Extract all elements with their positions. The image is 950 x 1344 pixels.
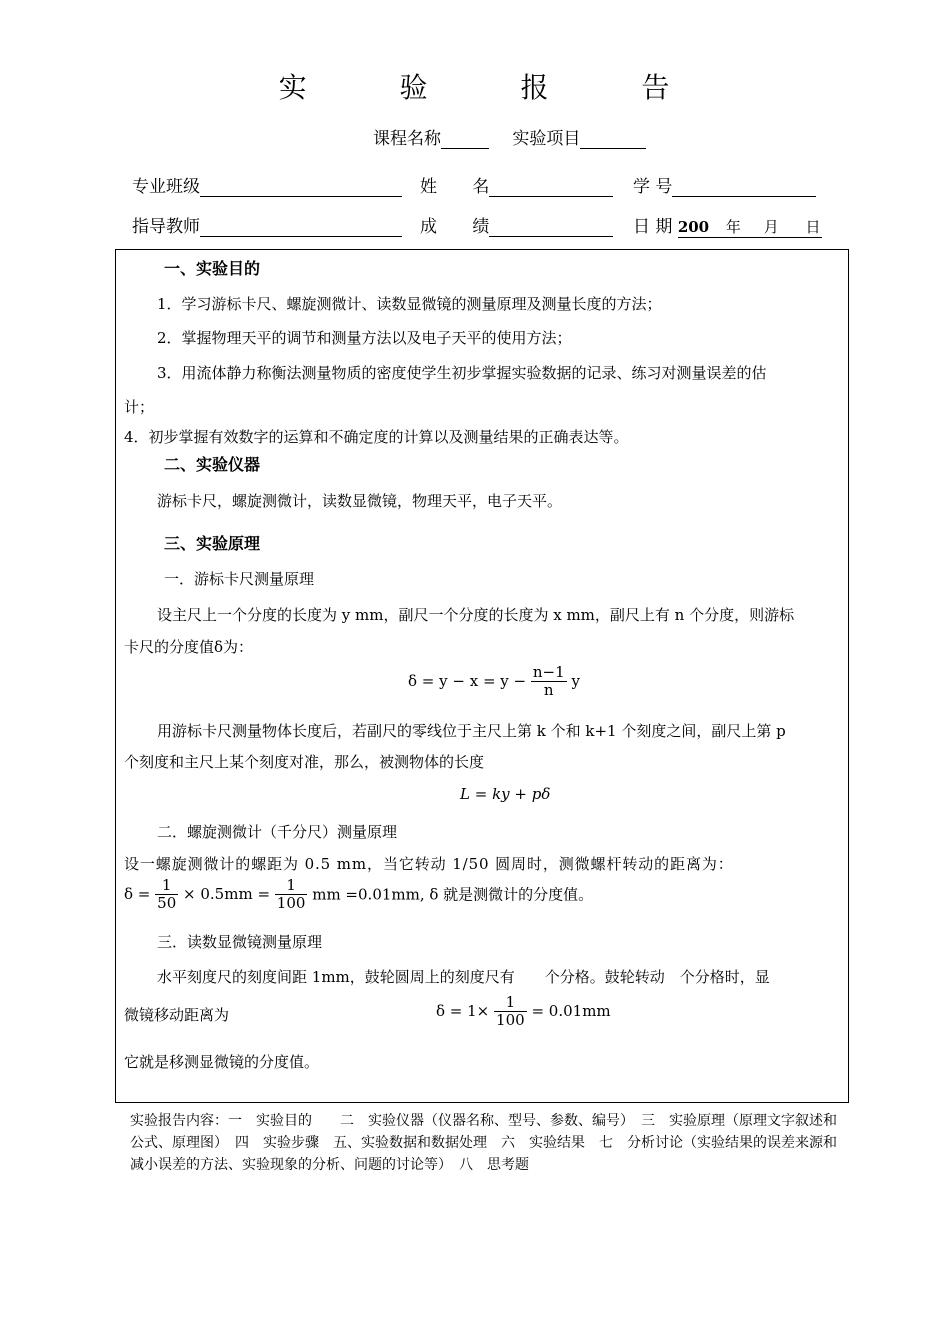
- student-id-blank[interactable]: [672, 178, 816, 197]
- name-field: [420, 172, 613, 197]
- date-day-unit: 日: [805, 218, 821, 236]
- formula-micrometer: [124, 877, 593, 911]
- course-name-label: 课程名称: [373, 129, 441, 149]
- formula1-fraction: [531, 664, 567, 698]
- student-id-field: [633, 172, 816, 197]
- section1-item3-line2: 计；: [124, 398, 155, 416]
- formula1-denominator: n: [543, 680, 554, 699]
- teacher-field: [132, 212, 402, 237]
- sub2-formula-c: mm =0.01mm, δ 就是测微计的分度值。: [312, 885, 594, 904]
- score-field: [420, 212, 613, 237]
- sub2-fraction2-den: 100: [276, 893, 306, 912]
- section1-heading: 一、实验目的: [164, 259, 261, 278]
- project-blank[interactable]: [580, 130, 646, 149]
- major-label: 专业班级: [132, 177, 200, 197]
- sub2-formula-b: × 0.5mm =: [183, 885, 271, 903]
- score-label-1: 成: [420, 217, 437, 237]
- sub2-fraction2-num: 1: [275, 877, 308, 895]
- sub1-p1-line2: 卡尺的分度值δ为：: [124, 638, 254, 656]
- student-id-label: 学 号: [633, 177, 673, 197]
- date-year-unit: 年: [725, 218, 741, 236]
- score-label-2: 绩: [472, 217, 490, 237]
- formula-length: L = ky + pδ: [460, 785, 551, 803]
- sub3-line1: 水平刻度尺的刻度间距 1mm，鼓轮圆周上的刻度尺有 个分格。鼓轮转动 个分格时，显: [157, 968, 770, 986]
- teacher-label: 指导教师: [132, 217, 200, 237]
- date-month-unit: 月: [763, 218, 779, 236]
- date-label: 日 期: [633, 217, 673, 237]
- date-field: [633, 212, 822, 238]
- formula1-numerator: n−1: [532, 663, 565, 681]
- major-blank[interactable]: [200, 178, 402, 197]
- major-field: [132, 172, 402, 197]
- page-title: 实 验 报 告: [278, 71, 712, 104]
- sub3-formula-b: = 0.01mm: [531, 1002, 611, 1020]
- name-label-1: 姓: [420, 177, 437, 197]
- sub1-p1-line1: 设主尺上一个分度的长度为 y mm，副尺一个分度的长度为 x mm，副尺上有 n 个分度，则游标: [157, 606, 795, 624]
- sub2-fraction2: [275, 877, 308, 911]
- sub3-fraction-num: 1: [494, 994, 527, 1012]
- sub2-fraction1: [155, 877, 178, 911]
- sub1-p2-line1: 用游标卡尺测量物体长度后，若副尺的零线位于主尺上第 k 个和 k+1 个刻度之间，副尺上第 p: [157, 722, 786, 740]
- sub2-line1: 设一螺旋测微计的螺距为 0.5 mm，当它转动 1/50 圆周时，测微螺杆转动的距离为：: [124, 855, 734, 873]
- sub3-title: 三．读数显微镜测量原理: [157, 933, 323, 951]
- formula-microscope: [436, 994, 611, 1028]
- course-name-field: [373, 124, 646, 149]
- teacher-blank[interactable]: [200, 218, 402, 237]
- section1-item4: 4．初步掌握有效数字的运算和不确定度的计算以及测量结果的正确表达等。: [124, 428, 629, 446]
- report-contents-note: 实验报告内容：一 实验目的 二 实验仪器（仪器名称、型号、参数、编号） 三 实验原理（原理文字叙述和公式、原理图） 四 实验步骤 五、实验数据和数据处理 六 实验结果 七 分析讨论（实验结果的误差来源和减小误差的方法、实验现象的分析、问题的讨论等） 八 思考题: [130, 1113, 837, 1173]
- sub3-fraction: [494, 994, 527, 1028]
- project-label: 实验项目: [512, 129, 581, 149]
- formula1-right: y: [571, 672, 580, 690]
- score-blank[interactable]: [489, 218, 613, 237]
- section2-content: 游标卡尺，螺旋测微计，读数显微镜，物理天平，电子天平。: [157, 492, 563, 510]
- sub1-p2-line2: 个刻度和主尺上某个刻度对准，那么，被测物体的长度: [124, 753, 485, 771]
- sub2-fraction1-den: 50: [157, 893, 177, 912]
- name-blank[interactable]: [489, 178, 613, 197]
- sub2-fraction1-num: 1: [155, 877, 178, 895]
- sub3-fraction-den: 100: [496, 1010, 525, 1029]
- formula1-left: δ = y − x = y −: [408, 672, 527, 690]
- course-name-blank[interactable]: [441, 130, 489, 149]
- sub2-formula-a: δ =: [124, 885, 151, 903]
- sub3-formula-a: δ = 1×: [436, 1002, 490, 1020]
- sub3-line3: 它就是移测显微镜的分度值。: [124, 1053, 320, 1071]
- date-blank[interactable]: [678, 216, 822, 238]
- name-label-2: 名: [472, 177, 490, 197]
- sub1-title: 一．游标卡尺测量原理: [164, 570, 315, 588]
- sub3-line2: 微镜移动距离为: [124, 1006, 230, 1024]
- section1-item3-line1: 3．用流体静力称衡法测量物质的密度使学生初步掌握实验数据的记录、练习对测量误差的估: [157, 364, 767, 382]
- date-year: 200: [677, 218, 710, 236]
- section1-item1: 1．学习游标卡尺、螺旋测微计、读数显微镜的测量原理及测量长度的方法；: [157, 295, 662, 313]
- section1-item2: 2．掌握物理天平的调节和测量方法以及电子天平的使用方法；: [157, 329, 572, 347]
- section2-heading: 二、实验仪器: [164, 455, 261, 474]
- sub2-title: 二．螺旋测微计（千分尺）测量原理: [157, 823, 398, 841]
- formula-vernier: [408, 664, 580, 698]
- section3-heading: 三、实验原理: [164, 534, 261, 553]
